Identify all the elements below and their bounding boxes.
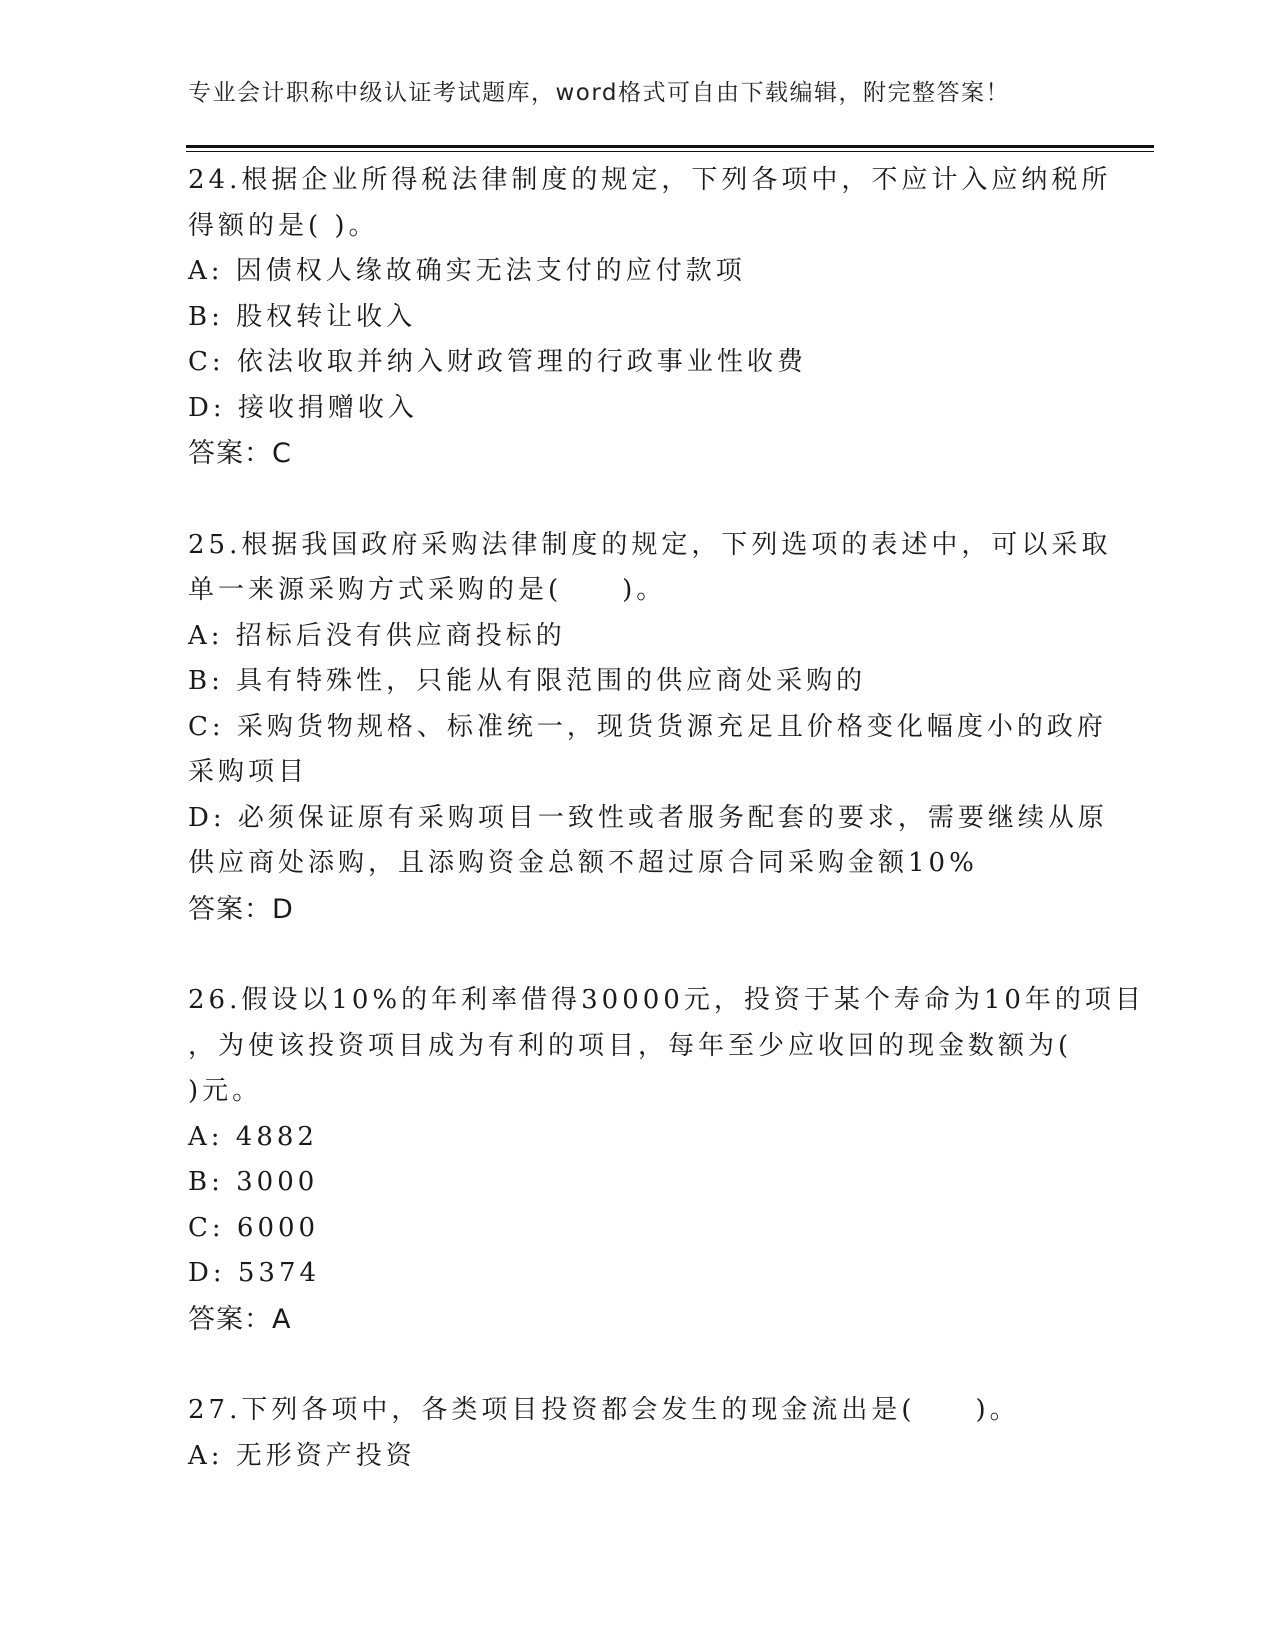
option-a: A: 因债权人缘故确实无法支付的应付款项: [188, 256, 746, 286]
answer: 答案：C: [188, 438, 292, 469]
option-d: D: 必须保证原有采购项目一致性或者服务配套的要求，需要继续从原: [188, 802, 1108, 833]
question-text-line: ，为使该投资项目成为有利的项目，每年至少应收回的现金数额为(: [188, 1030, 1073, 1061]
question-text-line: 26.假设以10%的年利率借得30000元，投资于某个寿命为10年的项目: [188, 985, 1145, 1015]
option-a: A: 4882: [188, 1121, 318, 1152]
option-b: B: 股权转让收入: [188, 301, 417, 332]
question-26: [188, 978, 1145, 1342]
option-c: C: 采购货物规格、标准统一，现货货源充足且价格变化幅度小的政府: [188, 711, 1107, 742]
option-c-continued: 采购项目: [188, 757, 309, 787]
question-text-line: )元。: [188, 1076, 263, 1106]
question-25: [188, 523, 1112, 933]
option-b: B: 3000: [188, 1167, 319, 1197]
answer: 答案：D: [188, 893, 294, 925]
page-header: 专业会计职称中级认证考试题库，word格式可自由下载编辑，附完整答案！: [188, 80, 1011, 106]
question-text-line: 得额的是( )。: [188, 210, 379, 241]
option-d: D: 5374: [188, 1258, 321, 1288]
question-text-line: 24.根据企业所得税法律制度的规定，下列各项中，不应计入应纳税所: [188, 165, 1112, 195]
question-text-line: 27.下列各项中，各类项目投资都会发生的现金流出是( )。: [188, 1395, 1020, 1425]
answer: 答案：A: [188, 1303, 292, 1335]
option-c: C: 依法收取并纳入财政管理的行政事业性收费: [188, 347, 807, 377]
header-rule-thin: [186, 151, 1154, 152]
option-a: A: 招标后没有供应商投标的: [188, 620, 566, 651]
question-24: [188, 158, 1112, 477]
option-d: D: 接收捐赠收入: [188, 392, 418, 423]
option-a: A: 无形资产投资: [188, 1440, 416, 1471]
option-b: B: 具有特殊性，只能从有限范围的供应商处采购的: [188, 666, 867, 696]
question-text-line: 25.根据我国政府采购法律制度的规定，下列选项的表述中，可以采取: [188, 529, 1112, 560]
header-rule-thick: [186, 145, 1154, 148]
document-body: [188, 158, 1145, 1525]
question-text-line: 单一来源采购方式采购的是( )。: [188, 575, 667, 605]
option-c: C: 6000: [188, 1212, 320, 1243]
option-d-continued: 供应商处添购，且添购资金总额不超过原合同采购金额10%: [188, 848, 978, 878]
question-27: [188, 1388, 1088, 1479]
